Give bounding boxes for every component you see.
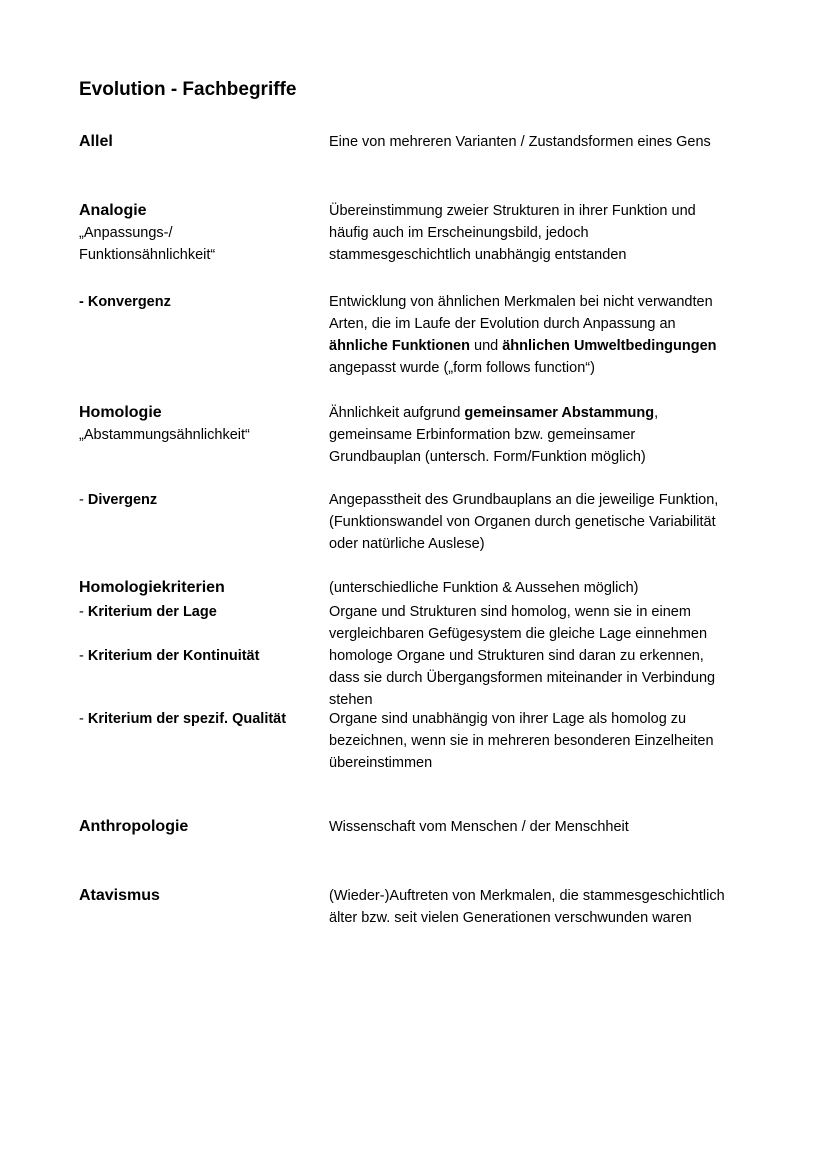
term-subtitle: Funktionsähnlichkeit“ [79, 247, 216, 263]
definition-line: Eine von mehreren Varianten / Zustandsformen eines Gens [329, 134, 711, 150]
term-homologie [79, 402, 319, 446]
definition-line: Grundbauplan (untersch. Form/Funktion möglich) [329, 449, 646, 465]
term-label: Atavismus [79, 887, 160, 904]
definition-line: (unterschiedliche Funktion & Aussehen möglich) [329, 580, 639, 596]
term-allel [79, 131, 319, 153]
term-subtitle: „Anpassungs-/ [79, 225, 173, 241]
criterion-term [79, 708, 319, 730]
criterion-definition [329, 708, 769, 774]
text: Ähnlichkeit aufgrund [329, 405, 465, 421]
definition-atavismus [329, 885, 769, 929]
definition-line: Entwicklung von ähnlichen Merkmalen bei nicht verwandten [329, 294, 713, 310]
term-konvergenz [79, 291, 319, 313]
definition-line: angepasst wurde („form follows function“) [329, 360, 595, 376]
term-label: Homologie [79, 404, 162, 421]
definition-line: Organe und Strukturen sind homolog, wenn sie in einem [329, 604, 691, 620]
definition-analogie [329, 200, 769, 266]
term-atavismus [79, 885, 319, 907]
definition-line: vergleichbaren Gefügesystem die gleiche Lage einnehmen [329, 626, 708, 642]
criterion-label [79, 708, 319, 730]
definition-line: (Wieder-)Auftreten von Merkmalen, die stammesgeschichtlich [329, 888, 725, 904]
criterion-term [79, 601, 319, 623]
definition-line: Arten, die im Laufe der Evolution durch Anpassung an [329, 316, 676, 332]
definition-line: homologe Organe und Strukturen sind daran zu erkennen, [329, 648, 704, 664]
definition-line: (Funktionswandel von Organen durch genetische Variabilität [329, 514, 716, 530]
definition-konvergenz [329, 291, 769, 379]
definition-line: gemeinsame Erbinformation bzw. gemeinsamer [329, 427, 636, 443]
term-subtitle: „Abstammungsähnlichkeit“ [79, 427, 250, 443]
term-label: Anthropologie [79, 818, 189, 835]
definition-line: häufig auch im Erscheinungsbild, jedoch [329, 225, 589, 241]
criterion-name: Kriterium der spezif. Qualität [87, 711, 287, 727]
term-divergenz [79, 489, 319, 511]
term-label: - Konvergenz [79, 294, 171, 310]
term-name: Divergenz [87, 492, 158, 508]
term-label [79, 489, 319, 511]
definition-line: Wissenschaft vom Menschen / der Menschheit [329, 819, 629, 835]
criterion-term [79, 645, 319, 667]
criterion-prefix: - [79, 648, 88, 664]
term-label: Homologiekriterien [79, 579, 225, 596]
criterion-label [79, 601, 319, 623]
definition-line: übereinstimmen [329, 755, 433, 771]
criterion-prefix: - [79, 711, 88, 727]
definition-line: älter bzw. seit vielen Generationen verschwunden waren [329, 910, 692, 926]
definition-line: Organe sind unabhängig von ihrer Lage als homolog zu [329, 711, 687, 727]
definition-homologiekriterien [329, 577, 769, 599]
emphasis: ähnliche Funktionen [329, 338, 470, 354]
definition-homologie [329, 402, 769, 468]
definition-anthropologie [329, 816, 769, 838]
emphasis: ähnlichen Umweltbedingungen [502, 338, 717, 354]
criterion-label [79, 645, 319, 667]
definition-line: oder natürliche Auslese) [329, 536, 485, 552]
term-label: Allel [79, 133, 113, 150]
criterion-name: Kriterium der Lage [87, 604, 217, 620]
term-analogie [79, 200, 319, 266]
text: , [654, 405, 659, 421]
definition-line [329, 335, 769, 357]
page-title: Evolution - Fachbegriffe [79, 79, 297, 100]
definition-line: bezeichnen, wenn sie in mehreren besonderen Einzelheiten [329, 733, 714, 749]
term-label: Analogie [79, 202, 147, 219]
definition-line [329, 402, 769, 424]
definition-line: stehen [329, 692, 373, 708]
emphasis: gemeinsamer Abstammung [464, 405, 655, 421]
term-homologiekriterien [79, 577, 319, 599]
definition-line: Übereinstimmung zweier Strukturen in ihrer Funktion und [329, 203, 696, 219]
connector: und [469, 338, 503, 354]
term-prefix: - [79, 492, 88, 508]
definition-allel [329, 131, 769, 153]
definition-divergenz [329, 489, 769, 555]
definition-line: dass sie durch Übergangsformen miteinander in Verbindung [329, 670, 716, 686]
criterion-name: Kriterium der Kontinuität [87, 648, 260, 664]
definition-line: Angepasstheit des Grundbauplans an die jeweilige Funktion, [329, 492, 719, 508]
definition-line: stammesgeschichtlich unabhängig entstanden [329, 247, 627, 263]
term-anthropologie [79, 816, 319, 838]
criterion-prefix: - [79, 604, 88, 620]
criterion-definition [329, 601, 769, 645]
criterion-definition [329, 645, 769, 711]
